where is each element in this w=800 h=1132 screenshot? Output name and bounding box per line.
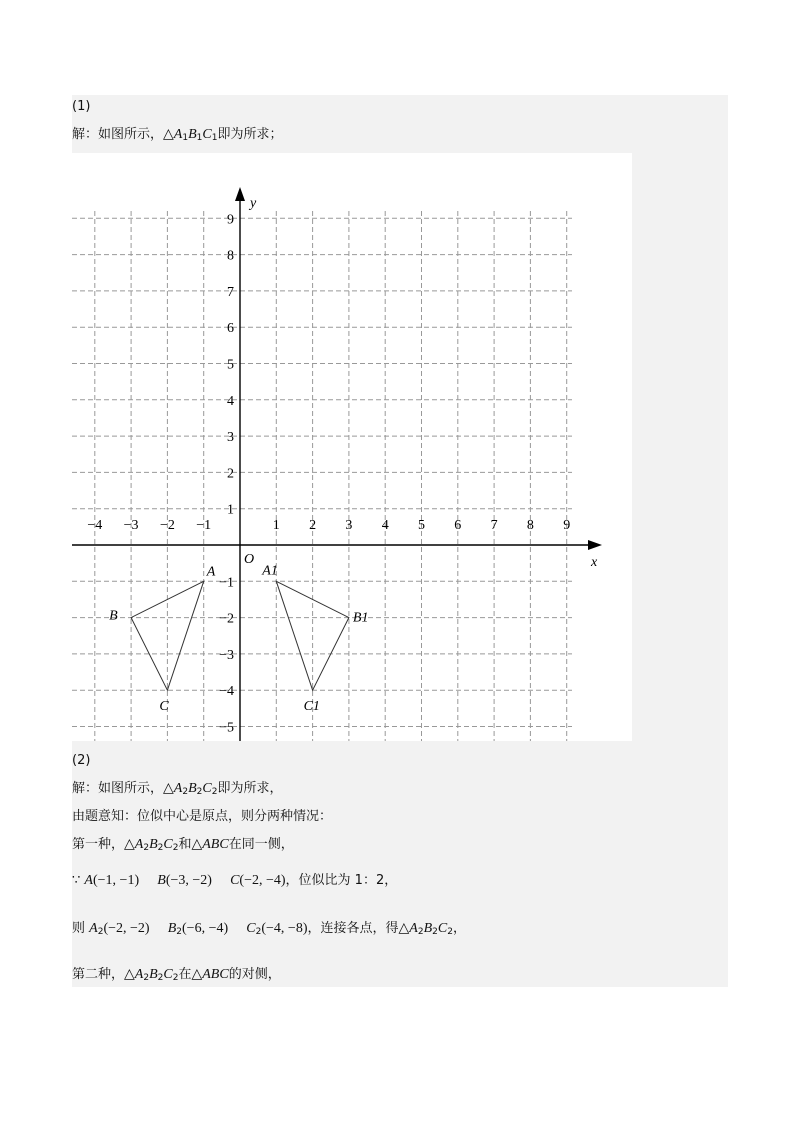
point-a-name: A [84,873,93,888]
part2-line5-suffix: ，连接各点，得 [307,921,399,936]
y-tick-label: 2 [227,466,234,482]
part2-line1-tri-a: A [173,781,183,796]
x-tick-label: 6 [454,518,462,533]
part2-line3-prefix: 第一种， [72,837,125,852]
y-tick-label: 3 [227,430,234,446]
part1-tri-b: B [188,127,197,142]
part2-line3-tri-symbol: △ [124,837,135,852]
part2-line1-tri-c-sub: 2 [211,787,218,797]
point-c-name: C [230,873,240,888]
part2-line5 [72,920,466,941]
part2-line6-tri-symbol: △ [124,967,135,982]
part2-line3-tri-b-sub: 2 [157,843,164,853]
y-tick-label: −5 [219,720,234,736]
part2-line6-tri-a: A [134,967,144,982]
part2-line3-tri-b: B [149,837,158,852]
part2-line1-suffix: 即为所求， [217,781,283,796]
part2-line1-tri-symbol: △ [163,781,174,796]
part1-tri-a-sub: 1 [182,133,189,143]
part2-line4 [72,872,397,890]
y-tick-label: 8 [227,248,234,264]
similarity-ratio: ，位似比为 1：2， [285,873,398,888]
part2-line1-tri-c: C [202,781,212,796]
part2-line5-tri-a-sub: 2 [417,927,424,937]
part1-tri-b-sub: 1 [196,133,203,143]
part2-line3-tri-c-sub: 2 [172,843,179,853]
x-tick-label: −2 [159,518,175,533]
y-tick-label: 7 [227,284,234,300]
point-c2-sub: 2 [255,927,262,937]
point-b-coords: (−3, −2) [165,873,212,888]
part2-line3-abc: △ABC [191,837,229,852]
part2-line6-mid: 在 [178,967,192,982]
vertex-label: C1 [303,699,320,715]
part2-line3-mid: 和 [178,837,192,852]
because-symbol: ∵ [72,873,81,888]
y-tick-label: 1 [227,502,234,518]
y-tick-label: −3 [219,647,234,663]
y-tick-label: 9 [227,212,234,228]
part1-triangle-symbol: △ [163,127,174,142]
vertex-label: A [206,564,216,580]
part2-line3 [72,836,294,857]
point-a2-coords: (−2, −2) [103,921,150,936]
y-tick-label: −4 [219,684,234,700]
vertex-label: C [159,699,169,715]
part2-line6-tri-b: B [149,967,158,982]
y-tick-label: 4 [227,393,234,409]
part1-suffix: 即为所求； [217,127,283,142]
origin-label: O [244,552,255,567]
vertex-label: B1 [352,610,369,626]
x-tick-label: 5 [418,518,425,533]
x-tick-label: −4 [87,518,103,533]
point-b2-sub: 2 [176,927,183,937]
part2-number: (2) [72,753,91,768]
point-b2-coords: (−6, −4) [182,921,229,936]
part2-line3-tri-a-sub: 2 [143,843,150,853]
coordinate-plane-svg [72,153,632,741]
point-a2-sub: 2 [97,927,104,937]
point-a2-name: A [89,921,98,936]
part2-line1-tri-b-sub: 2 [196,787,203,797]
point-b2-name: B [167,921,177,936]
x-tick-label: 2 [309,518,317,533]
part2-line3-suffix: 在同一侧， [228,837,294,852]
part2-line6-tri-c: C [163,967,173,982]
point-c-coords: (−2, −4) [239,873,286,888]
part2-line6 [72,966,281,987]
part2-line1-tri-b: B [188,781,197,796]
x-tick-label: −3 [123,518,139,533]
coordinate-plot [72,153,632,741]
part2-line5-tri-c-sub: 2 [447,927,453,937]
part2-line3-tri-c: C [163,837,173,852]
point-a-coords: (−1, −1) [92,873,140,888]
part1-tri-c-sub: 1 [211,133,218,143]
part2-line6-tri-a-sub: 2 [143,973,150,983]
part2-line1-prefix: 解：如图所示， [72,781,164,796]
y-axis-arrow [235,187,245,201]
x-tick-label: 4 [381,518,389,533]
part2-line3-tri-a: A [134,837,144,852]
x-axis-label: x [591,555,598,570]
part2-line5-end: ， [452,921,466,936]
part2-line1-tri-a-sub: 2 [182,787,189,797]
y-tick-label: 5 [227,357,234,373]
part2-line5-tri-c: C [437,921,448,936]
x-tick-label: 1 [272,518,280,533]
part2-line6-tri-b-sub: 2 [157,973,164,983]
vertex-label: B [109,608,118,624]
x-tick-label: −1 [196,518,212,533]
x-tick-label: 7 [490,518,498,533]
part2-line6-abc: △ABC [191,967,229,982]
part2-line5-tri-a: A [409,921,418,936]
part2-line5-tri-symbol: △ [398,921,410,936]
part1-statement [72,126,282,147]
x-axis-arrow [588,540,602,550]
part2-line6-suffix: 的对侧， [228,967,281,982]
y-axis-label: y [250,196,257,211]
y-tick-label: −1 [219,575,234,591]
part1-number: (1) [72,99,91,114]
point-c2-coords: (−4, −8) [261,921,308,936]
y-tick-label: −2 [219,611,234,627]
x-tick-label: 9 [563,518,571,533]
x-tick-label: 3 [345,518,353,533]
part2-line6-tri-c-sub: 2 [172,973,179,983]
x-tick-label: 8 [526,518,534,533]
y-tick-label: 6 [227,321,234,337]
part2-line5-tri-b-sub: 2 [432,927,438,937]
part2-line1 [72,780,282,801]
point-b-name: B [157,873,166,888]
point-c2-name: C [246,921,256,936]
part1-prefix: 解：如图所示， [72,127,164,142]
part2-line2: 由题意知：位似中心是原点，则分两种情况： [72,809,333,824]
part1-tri-c: C [202,127,212,142]
part1-tri-a: A [173,127,183,142]
vertex-label: A1 [262,563,278,579]
part2-line6-prefix: 第二种， [72,967,125,982]
part2-line5-tri-b: B [423,921,433,936]
part2-line5-prefix: 则 [72,921,86,936]
